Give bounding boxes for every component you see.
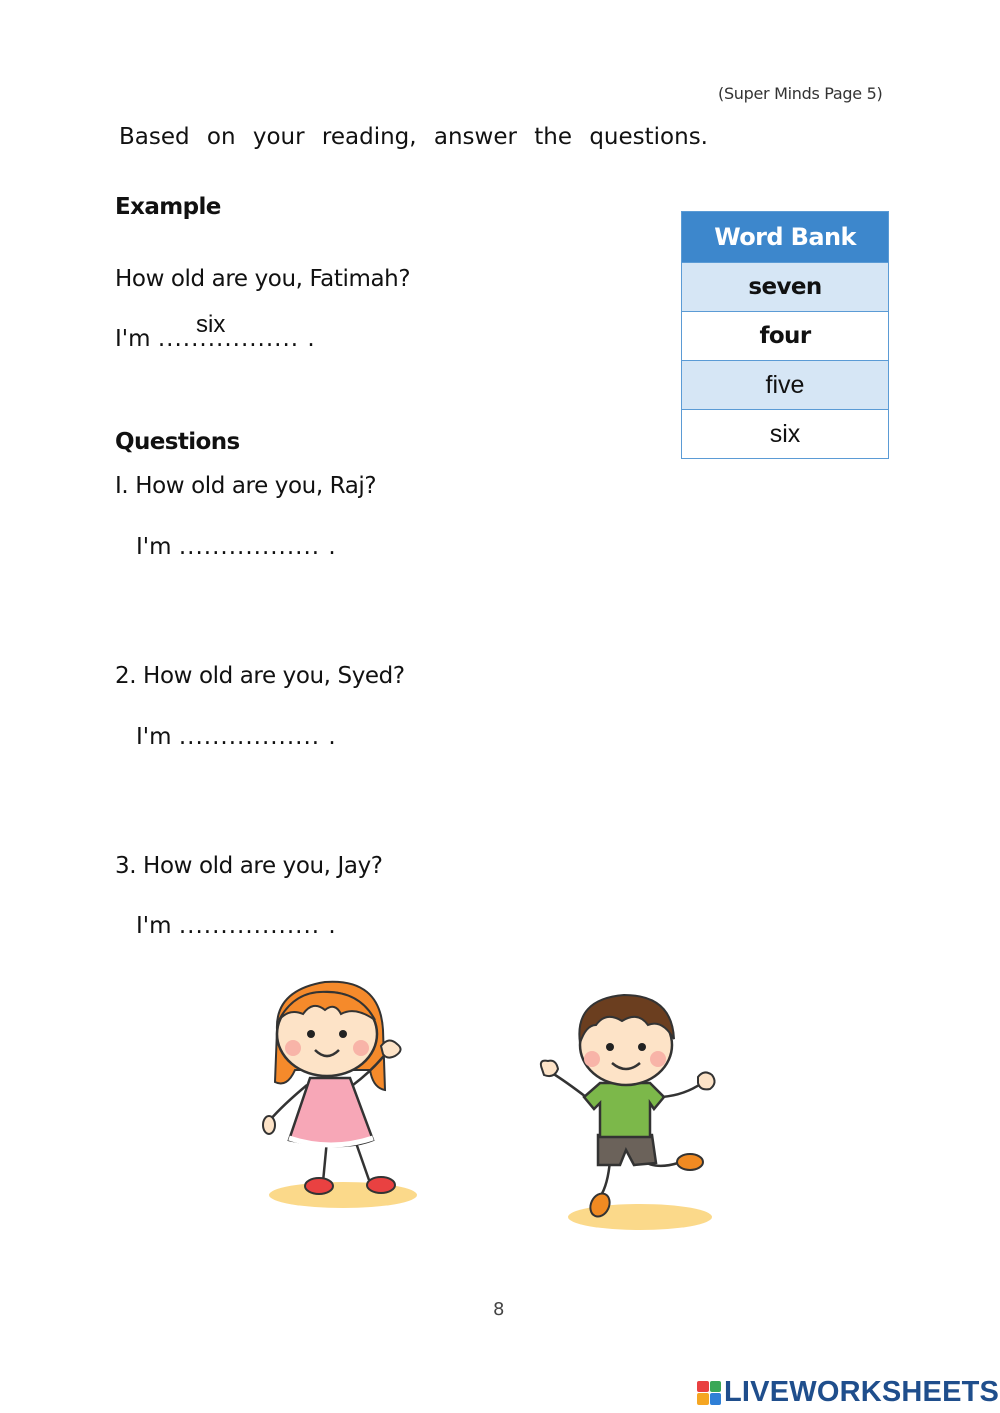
answer-prefix: I'm [136, 534, 172, 560]
question-1-answer-input[interactable] [184, 514, 324, 544]
word-bank-item: seven [682, 262, 888, 311]
boy-illustration [530, 985, 725, 1235]
answer-dots: ................. . [178, 534, 337, 560]
question-2: 2. How old are you, Syed? [115, 663, 405, 689]
question-2-answer-input[interactable] [184, 704, 324, 734]
answer-prefix: I'm [115, 326, 151, 352]
liveworksheets-logo [697, 1376, 999, 1409]
instruction-text: Based on your reading, answer the questions. [119, 124, 708, 150]
word-bank-item: six [682, 409, 888, 458]
answer-dots: ................. . [178, 724, 337, 750]
brand-name: LIVEWORKSHEETS [724, 1376, 1000, 1408]
answer-dots: ................. . [178, 913, 337, 939]
girl-illustration [255, 970, 430, 1215]
liveworksheets-logo-icon [697, 1381, 721, 1405]
example-question: How old are you, Fatimah? [115, 266, 411, 292]
word-bank-title: Word Bank [682, 212, 888, 262]
word-bank-item: four [682, 311, 888, 360]
question-3-answer-input[interactable] [184, 893, 324, 923]
questions-heading: Questions [115, 429, 240, 455]
question-3: 3. How old are you, Jay? [115, 853, 383, 879]
example-answer-input[interactable] [196, 310, 316, 340]
question-1: I. How old are you, Raj? [115, 473, 377, 499]
answer-prefix: I'm [136, 724, 172, 750]
word-bank-item: five [682, 360, 888, 409]
page-reference: (Super Minds Page 5) [718, 84, 883, 103]
example-heading: Example [115, 194, 221, 220]
answer-prefix: I'm [136, 913, 172, 939]
answer-dots: ................. . [157, 326, 316, 352]
page-number: 8 [493, 1299, 505, 1320]
word-bank [681, 211, 889, 459]
